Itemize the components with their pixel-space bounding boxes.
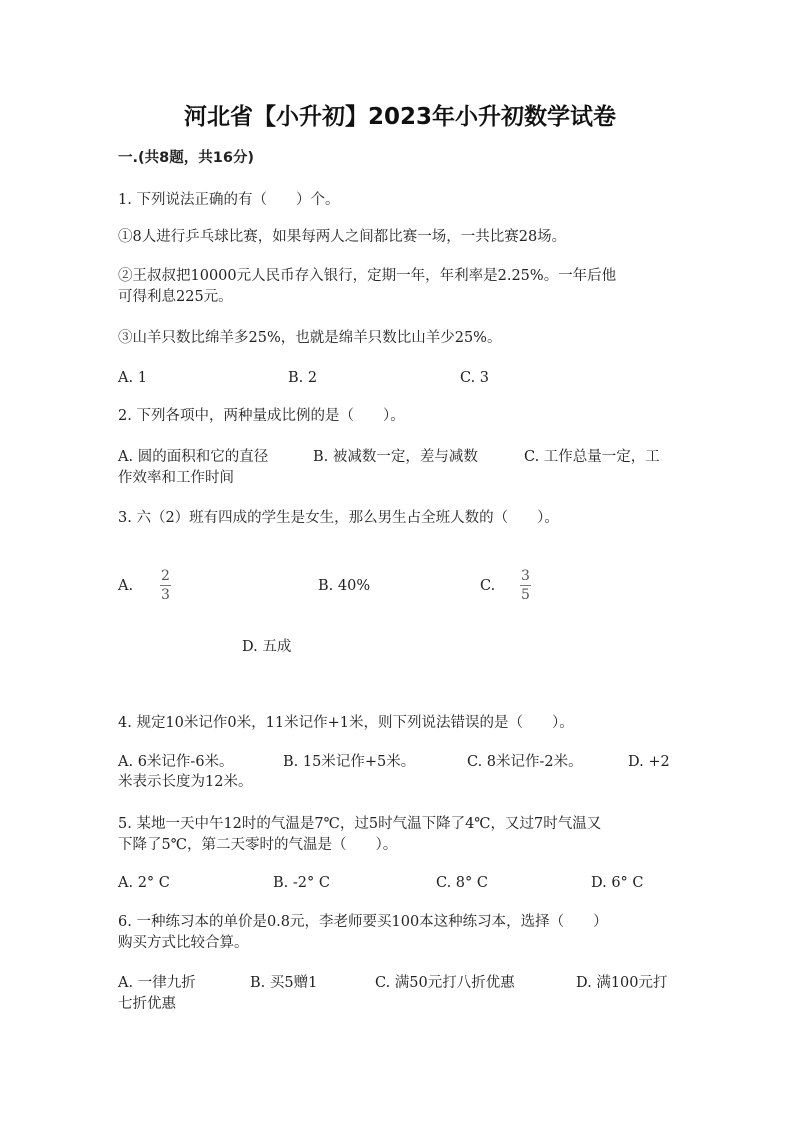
q4-option-d: D. +2 [628,754,670,770]
q2-option-c: C. 工作总量一定，工 [524,449,660,465]
q4-option-b: B. 15米记作+5米。 [283,754,416,770]
denominator: 5 [521,587,530,603]
q5-option-d: D. 6° C [591,875,644,891]
q1-statement-2: ②王叔叔把10000元人民币存入银行，定期一年，年利率是2.25%。一年后他 [118,268,617,284]
q2-option-b: B. 被减数一定，差与减数 [313,449,478,465]
q4-stem: 4. 规定10米记作0米，11米记作+1米，则下列说法错误的是（ ）。 [118,715,574,731]
q2-option-a: A. 圆的面积和它的直径 [118,449,269,465]
numerator: 3 [521,568,530,584]
q3-stem: 3. 六（2）班有四成的学生是女生，那么男生占全班人数的（ ）。 [118,510,559,526]
q5-option-c: C. 8° C [436,875,488,891]
q1-statement-2-cont: 可得利息225元。 [118,289,233,305]
q2-option-c-cont: 作效率和工作时间 [118,470,234,486]
q6-option-d: D. 满100元打 [576,975,668,991]
q1-statement-3: ③山羊只数比绵羊多25%，也就是绵羊只数比山羊少25%。 [118,330,502,346]
section-heading: 一.(共8题，共16分) [118,150,255,166]
page-title: 河北省【小升初】2023年小升初数学试卷 [183,104,616,130]
q6-option-d-cont: 七折优惠 [118,996,176,1012]
q6-option-c: C. 满50元打八折优惠 [375,975,515,991]
q1-option-a: A. 1 [118,370,147,386]
q4-option-c: C. 8米记作-2米。 [467,754,583,770]
q4-option-a: A. 6米记作-6米。 [118,754,234,770]
q3-option-d: D. 五成 [242,639,292,655]
q5-option-a: A. 2° C [118,875,170,891]
q3-option-a-label: A. [118,578,134,594]
q3-option-a-fraction [160,568,171,603]
q1-option-b: B. 2 [288,370,318,386]
q3-option-b: B. 40% [318,578,371,594]
q4-option-d-cont: 米表示长度为12米。 [118,774,253,790]
q2-stem: 2. 下列各项中，两种量成比例的是（ ）。 [118,408,405,424]
q6-stem: 6. 一种练习本的单价是0.8元，李老师要买100本这种练习本，选择（ ） [118,914,608,930]
q6-stem-cont: 购买方式比较合算。 [118,935,249,951]
q6-option-a: A. 一律九折 [118,975,196,991]
q6-option-b: B. 买5赠1 [250,975,318,991]
q1-statement-1: ①8人进行乒乓球比赛，如果每两人之间都比赛一场，一共比赛28场。 [118,229,567,245]
q5-option-b: B. -2° C [273,875,330,891]
q3-option-c-fraction [520,568,531,603]
q1-option-c: C. 3 [460,370,490,386]
q5-stem-cont: 下降了5℃，第二天零时的气温是（ ）。 [118,837,398,853]
denominator: 3 [161,587,170,603]
q5-stem: 5. 某地一天中午12时的气温是7℃，过5时气温下降了4℃，又过7时气温又 [118,816,602,832]
q1-stem: 1. 下列说法正确的有（ ）个。 [118,192,340,208]
numerator: 2 [161,568,170,584]
q3-option-c-label: C. [480,578,496,594]
